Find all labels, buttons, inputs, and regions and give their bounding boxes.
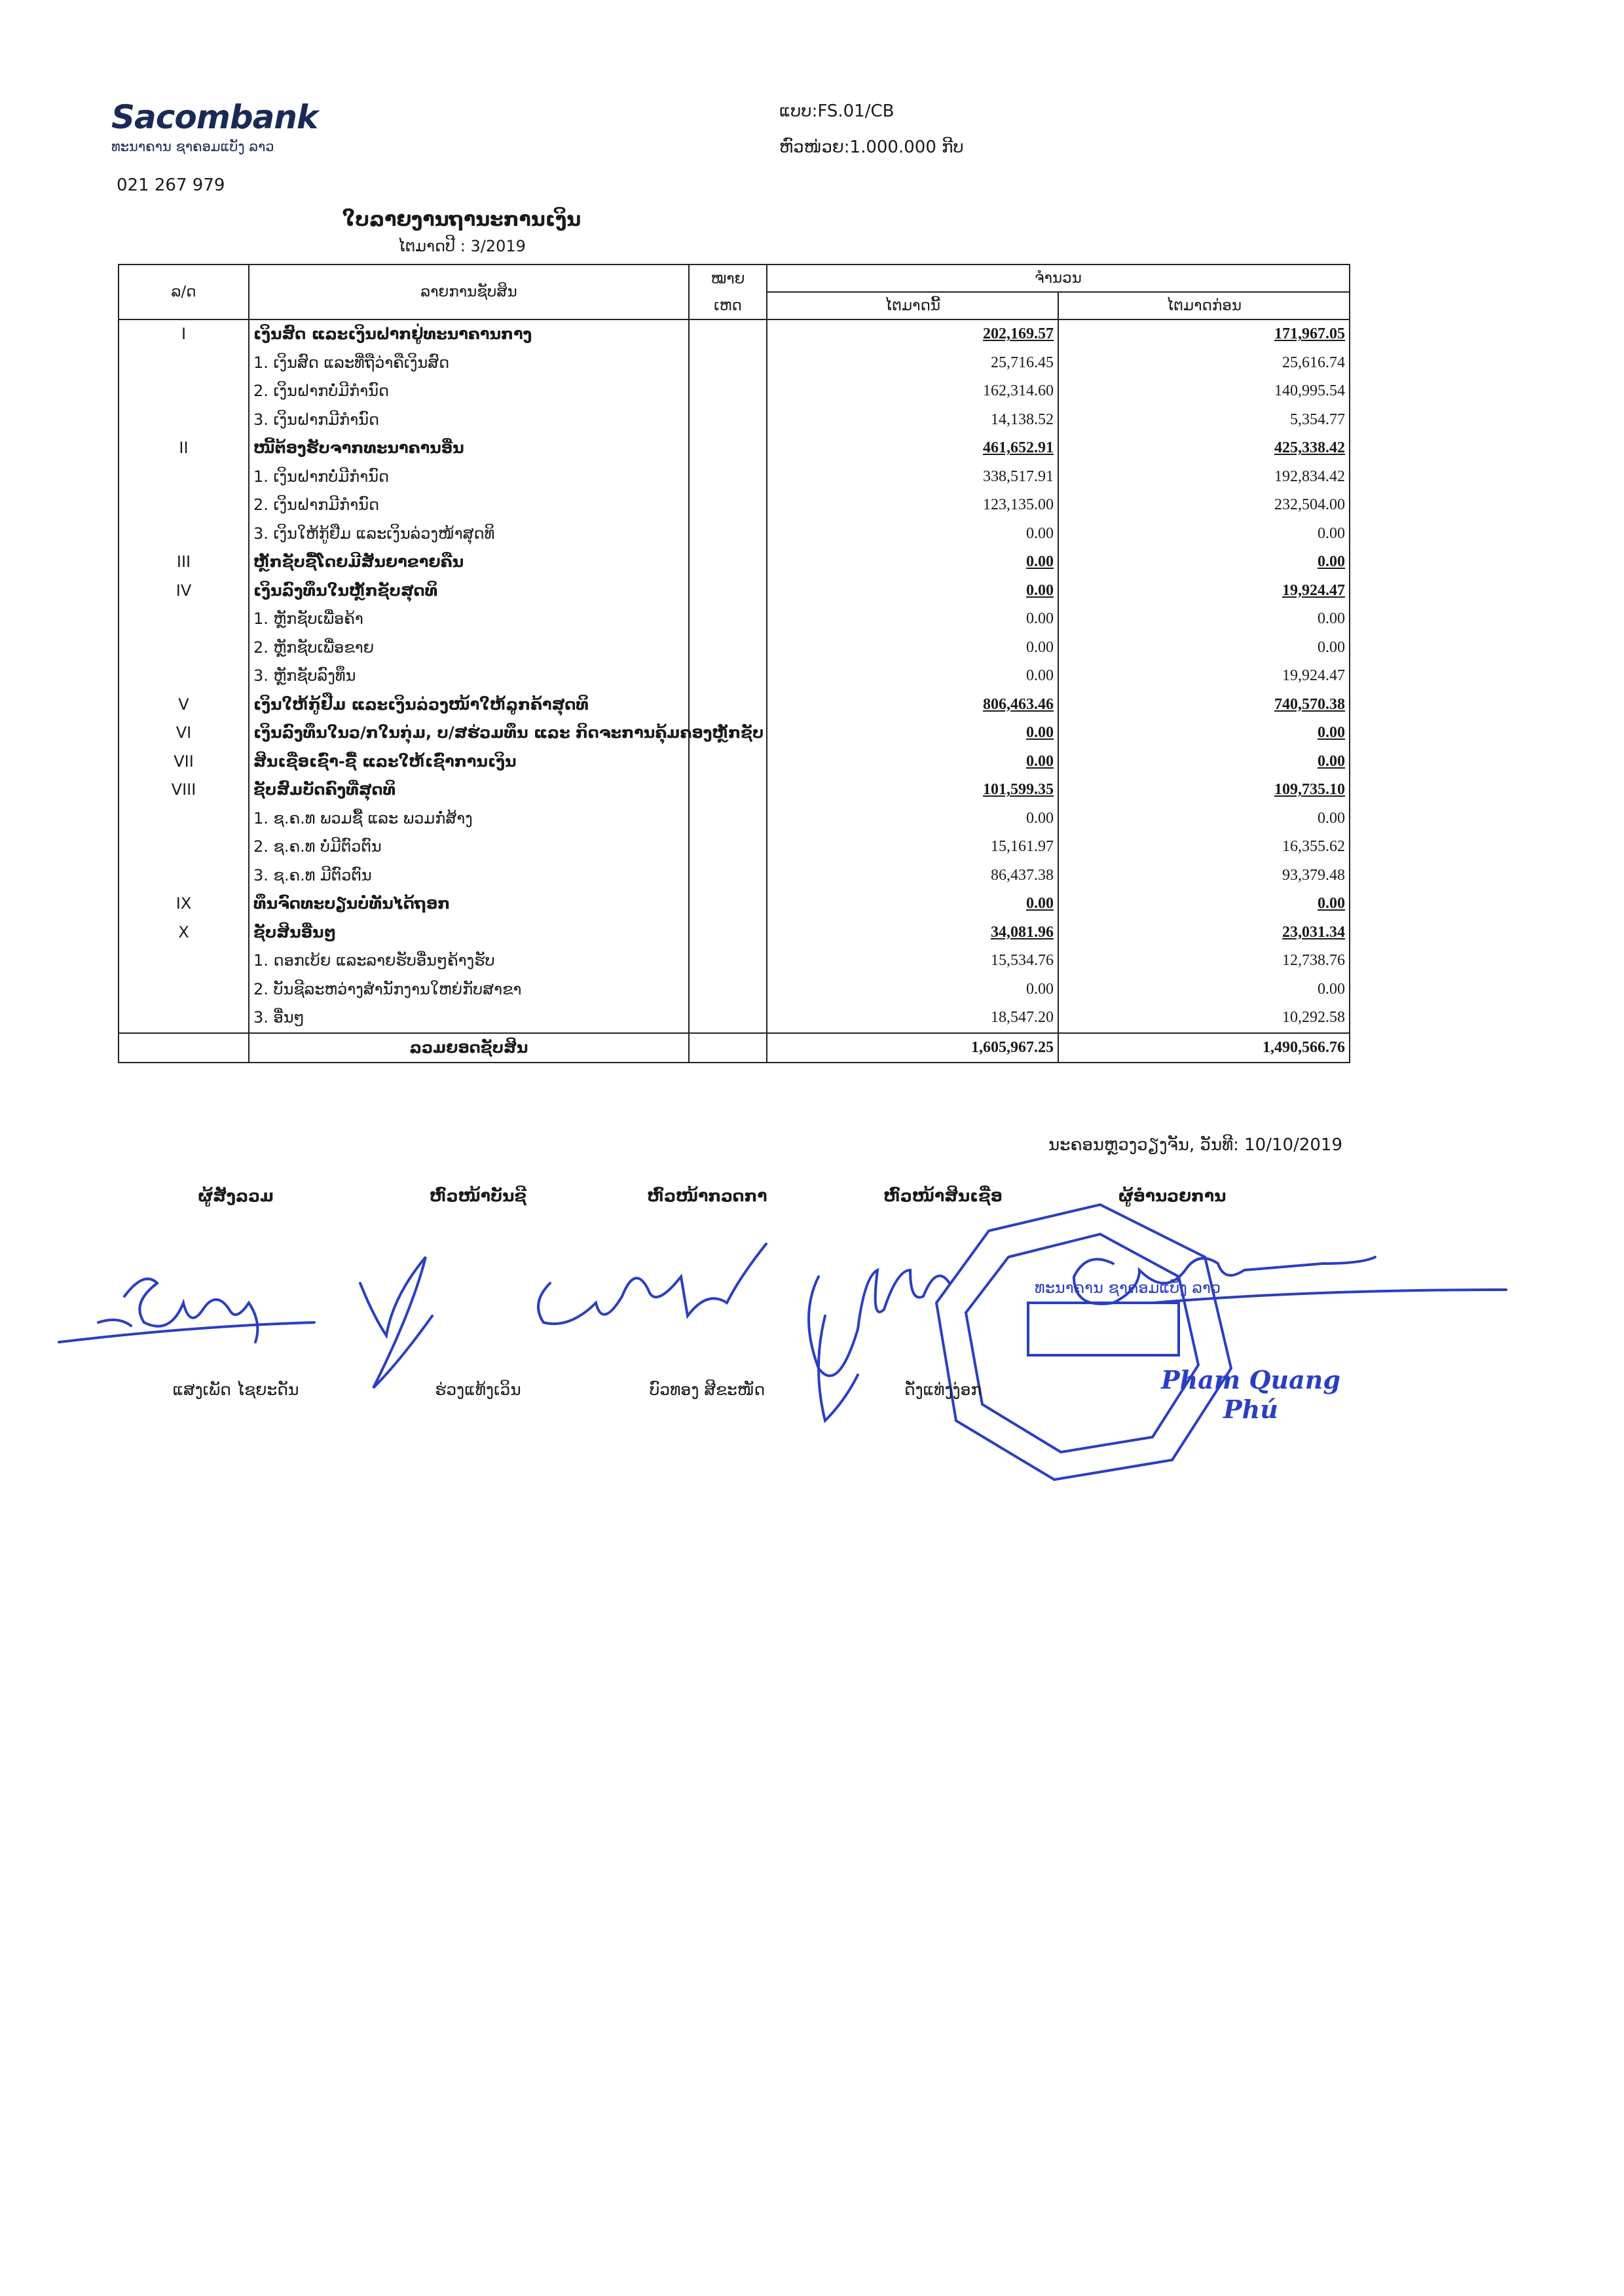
row-previous-amount (1058, 520, 1350, 549)
row-previous-amount (1058, 776, 1350, 805)
table-row (119, 548, 1350, 577)
table-row (119, 776, 1350, 805)
table-row (119, 634, 1350, 663)
total-row (119, 1033, 1350, 1063)
row-current-amount (767, 662, 1058, 691)
row-current-amount (767, 434, 1058, 463)
handwritten-signatures (0, 1211, 1624, 1486)
table-row (119, 975, 1350, 1004)
row-note (689, 662, 767, 691)
row-current-amount (767, 548, 1058, 577)
row-current-amount-value: 0.00 (1026, 524, 1054, 542)
table-row (119, 434, 1350, 463)
table-row (119, 349, 1350, 378)
row-label: 2. ບັນຊີລະຫວ່າງສຳນັກງານໃຫຍ່ກັບສາຂາ (249, 975, 689, 1004)
row-label: ທຶນຈົດທະບຽນບໍ່ທັນໄດ້ຖອກ (249, 890, 689, 919)
table-row (119, 919, 1350, 947)
row-number: IX (119, 890, 249, 919)
table-row (119, 605, 1350, 634)
row-label: ເງິນສົດ ແລະເງິນຝາກຢູ່ທະນາຄານກາງ (249, 319, 689, 349)
row-current-amount (767, 463, 1058, 492)
signatory-title-3: ຫົວໜ້າກວດກາ (647, 1186, 767, 1205)
row-current-amount (767, 862, 1058, 890)
table-row (119, 691, 1350, 720)
table-row (119, 947, 1350, 975)
row-previous-amount-value: 0.00 (1318, 980, 1345, 998)
row-current-amount (767, 890, 1058, 919)
row-previous-amount (1058, 862, 1350, 890)
row-previous-amount-value: 0.00 (1318, 809, 1345, 827)
row-current-amount (767, 805, 1058, 833)
row-number (119, 634, 249, 663)
row-current-amount-value: 15,161.97 (991, 838, 1054, 856)
table-row (119, 805, 1350, 833)
signatory-title-1: ຜູ້ສັງລວມ (198, 1186, 274, 1205)
row-number: V (119, 691, 249, 720)
row-current-amount (767, 719, 1058, 748)
signatory-name-2: ຮ່ວງແທ້ງເວິນ (435, 1380, 521, 1399)
row-current-amount (767, 605, 1058, 634)
row-current-amount-value: 15,534.76 (991, 952, 1054, 970)
row-number (119, 520, 249, 549)
row-number (119, 662, 249, 691)
row-note (689, 577, 767, 606)
row-previous-amount (1058, 634, 1350, 663)
row-previous-amount (1058, 349, 1350, 378)
row-previous-amount-value: 19,924.47 (1282, 667, 1345, 685)
row-current-amount (767, 349, 1058, 378)
row-previous-amount-value: 109,735.10 (1274, 781, 1345, 799)
row-note (689, 349, 767, 378)
row-previous-amount (1058, 577, 1350, 606)
row-previous-amount (1058, 548, 1350, 577)
table-row (119, 748, 1350, 776)
table-row (119, 862, 1350, 890)
place-date: ນະຄອນຫຼວງວຽງຈັນ, ວັນທີ: 10/10/2019 (1048, 1135, 1342, 1155)
row-previous-amount (1058, 748, 1350, 776)
signatory-title-5: ຜູ້ອຳນວຍການ (1118, 1186, 1227, 1205)
row-note (689, 605, 767, 634)
form-code: ແບບ:FS.01/CB (779, 101, 895, 121)
row-previous-amount (1058, 605, 1350, 634)
row-note (689, 975, 767, 1004)
row-current-amount (767, 833, 1058, 862)
header-note-bottom: ເຫດ (689, 292, 767, 319)
row-previous-amount (1058, 406, 1350, 435)
row-current-amount-value: 0.00 (1026, 581, 1054, 599)
signatory-title-2: ຫົວໜ້າບັນຊີ (430, 1186, 526, 1205)
row-current-amount (767, 406, 1058, 435)
company-stamp (930, 1205, 1238, 1480)
row-previous-amount (1058, 919, 1350, 947)
row-current-amount-value: 162,314.60 (983, 382, 1054, 400)
row-previous-amount-value: 10,292.58 (1282, 1009, 1345, 1027)
total-note (689, 1033, 767, 1063)
row-previous-amount (1058, 833, 1350, 862)
row-previous-amount-value: 23,031.34 (1282, 923, 1345, 941)
row-previous-amount-value: 93,379.48 (1282, 866, 1345, 884)
row-note (689, 377, 767, 406)
row-previous-amount-value: 25,616.74 (1282, 354, 1345, 371)
row-current-amount (767, 947, 1058, 975)
row-current-amount (767, 377, 1058, 406)
row-label: 2. ເງິນຝາກບໍ່ມີກຳນົດ (249, 377, 689, 406)
row-previous-amount (1058, 691, 1350, 720)
bank-phone: 021 267 979 (117, 175, 225, 195)
row-current-amount-value: 123,135.00 (983, 496, 1054, 514)
row-previous-amount-value: 16,355.62 (1282, 838, 1345, 856)
row-previous-amount (1058, 947, 1350, 975)
row-current-amount-value: 0.00 (1026, 667, 1054, 685)
row-note (689, 463, 767, 492)
row-note (689, 890, 767, 919)
row-previous-amount-value: 171,967.05 (1274, 325, 1345, 343)
row-current-amount-value: 202,169.57 (983, 325, 1054, 343)
row-number (119, 491, 249, 520)
row-label: 3. ເງິນໃຫ້ກູ້ຢືມ ແລະເງິນລ່ວງໜ້າສຸດທິ (249, 520, 689, 549)
table-row (119, 406, 1350, 435)
row-label: 1. ເງິນຝາກບໍ່ມີກຳນົດ (249, 463, 689, 492)
signatory-name-5: Pham Quang Phú (1161, 1365, 1340, 1424)
table-row (119, 719, 1350, 748)
header-current: ໄຕມາດນີ້ (767, 292, 1058, 319)
row-previous-amount-value: 0.00 (1318, 553, 1345, 571)
row-label: ສິນເຊື່ອເຊົ່າ-ຊື້ ແລະໃຫ້ເຊົ່າການເງິນ (249, 748, 689, 776)
row-number (119, 377, 249, 406)
row-label: 3. ອື່ນໆ (249, 1004, 689, 1033)
row-number: II (119, 434, 249, 463)
total-current: 1,605,967.25 (767, 1033, 1058, 1063)
signatory-name-3: ບົວທອງ ສີຂະໜັດ (649, 1380, 766, 1399)
row-current-amount-value: 461,652.91 (983, 439, 1054, 457)
row-current-amount-value: 0.00 (1026, 895, 1054, 913)
table-body (119, 319, 1350, 1033)
table-row (119, 833, 1350, 862)
row-current-amount-value: 338,517.91 (983, 467, 1054, 485)
row-note (689, 748, 767, 776)
row-previous-amount (1058, 434, 1350, 463)
stamp-text: ທະນາຄານ ຊາຄອມແບັງ ລາວ (1035, 1279, 1221, 1297)
row-previous-amount (1058, 491, 1350, 520)
row-current-amount-value: 34,081.96 (991, 923, 1054, 941)
row-note (689, 919, 767, 947)
row-previous-amount (1058, 1004, 1350, 1033)
row-previous-amount-value: 192,834.42 (1274, 467, 1345, 485)
row-note (689, 1004, 767, 1033)
row-previous-amount-value: 0.00 (1318, 524, 1345, 542)
row-number: X (119, 919, 249, 947)
signatory-name-1: ແສງເພັດ ໄຊຍະດັນ (172, 1380, 299, 1399)
row-previous-amount (1058, 377, 1350, 406)
row-current-amount-value: 0.00 (1026, 610, 1054, 628)
row-label: 3. ຫຼັກຊັບລົງທຶນ (249, 662, 689, 691)
row-label: ໜີ້ຕ້ອງຮັບຈາກທະນາຄານອື່ນ (249, 434, 689, 463)
row-note (689, 406, 767, 435)
row-note (689, 691, 767, 720)
row-label: 2. ຫຼັກຊັບເພື່ອຂາຍ (249, 634, 689, 663)
row-note (689, 520, 767, 549)
table-row (119, 890, 1350, 919)
row-number (119, 975, 249, 1004)
table-row (119, 377, 1350, 406)
row-note (689, 776, 767, 805)
row-previous-amount (1058, 719, 1350, 748)
row-current-amount-value: 0.00 (1026, 724, 1054, 741)
row-note (689, 434, 767, 463)
row-current-amount (767, 975, 1058, 1004)
table-row (119, 1004, 1350, 1033)
row-label: 1. ເງິນສົດ ແລະທີ່ຖືວ່າຄືເງິນສົດ (249, 349, 689, 378)
row-label: 1. ຊ.ຄ.ທ ພວມຊື້ ແລະ ພວມກໍ່ສ້າງ (249, 805, 689, 833)
row-number: I (119, 319, 249, 349)
row-current-amount-value: 101,599.35 (983, 781, 1054, 799)
row-previous-amount-value: 0.00 (1318, 895, 1345, 913)
row-current-amount-value: 25,716.45 (991, 354, 1054, 371)
row-note (689, 548, 767, 577)
row-label: ເງິນລົງທຶນໃນຫຼັກຊັບສຸດທິ (249, 577, 689, 606)
bank-logo: Sacombank (111, 98, 318, 136)
header-note-top: ໝາຍ (689, 264, 767, 292)
row-current-amount (767, 634, 1058, 663)
row-note (689, 491, 767, 520)
row-number (119, 349, 249, 378)
table-row (119, 319, 1350, 349)
row-note (689, 634, 767, 663)
row-label: ຫຼັກຊັບຊື້ໂດຍມີສັນຍາຂາຍຄືນ (249, 548, 689, 577)
header-previous: ໄຕມາດກ່ອນ (1058, 292, 1350, 319)
header-amount: ຈຳນວນ (767, 264, 1350, 292)
row-previous-amount (1058, 805, 1350, 833)
document-title: ໃບລາຍງານຖານະການເງິນ (342, 208, 581, 231)
row-current-amount-value: 806,463.46 (983, 695, 1054, 713)
bank-subtitle: ທະນາຄານ ຊາຄອມແບັງ ລາວ (111, 139, 274, 155)
row-number (119, 862, 249, 890)
row-label: 3. ຊ.ຄ.ທ ມີຕົວຕົນ (249, 862, 689, 890)
row-note (689, 319, 767, 349)
total-no (119, 1033, 249, 1063)
header-no: ລ/ດ (119, 264, 249, 319)
row-current-amount (767, 577, 1058, 606)
row-current-amount (767, 520, 1058, 549)
signatory-name-4: ດັ່ງແທ່ງງ່ອກ (904, 1380, 982, 1399)
row-number (119, 1004, 249, 1033)
row-previous-amount (1058, 319, 1350, 349)
row-current-amount-value: 18,547.20 (991, 1009, 1054, 1027)
row-current-amount (767, 776, 1058, 805)
row-note (689, 947, 767, 975)
row-previous-amount (1058, 463, 1350, 492)
row-current-amount (767, 748, 1058, 776)
row-label: ເງິນລົງທຶນໃນວ/ກໃນກຸ່ມ, ບ/ສຮ່ວມທຶນ ແລະ ກິດຈະການຄຸ້ມຄອງຫຼັກຊັບ (249, 719, 689, 748)
row-note (689, 862, 767, 890)
table-row (119, 662, 1350, 691)
row-previous-amount-value: 12,738.76 (1282, 952, 1345, 970)
row-label: ຊັບສິນອື່ນໆ (249, 919, 689, 947)
signatory-title-4: ຫົວໜ້າສິນເຊື່ອ (883, 1186, 1003, 1205)
row-previous-amount-value: 0.00 (1318, 638, 1345, 656)
row-current-amount-value: 0.00 (1026, 553, 1054, 571)
table-row (119, 520, 1350, 549)
row-current-amount (767, 319, 1058, 349)
row-number (119, 947, 249, 975)
row-label: 1. ດອກເບ້ຍ ແລະລາຍຮັບອື່ນໆຄ້າງຮັບ (249, 947, 689, 975)
row-number: VI (119, 719, 249, 748)
row-previous-amount-value: 0.00 (1318, 752, 1345, 770)
row-number (119, 833, 249, 862)
table-row (119, 463, 1350, 492)
row-previous-amount (1058, 662, 1350, 691)
row-number (119, 805, 249, 833)
row-current-amount (767, 1004, 1058, 1033)
row-number: III (119, 548, 249, 577)
row-previous-amount-value: 0.00 (1318, 724, 1345, 741)
row-current-amount-value: 0.00 (1026, 638, 1054, 656)
row-label: ຊັບສົມບັດຄົງທີ່ສຸດທິ (249, 776, 689, 805)
row-number: IV (119, 577, 249, 606)
currency-unit: ຫົວໜ່ວຍ:1.000.000 ກີບ (779, 137, 964, 157)
row-current-amount-value: 0.00 (1026, 809, 1054, 827)
row-current-amount-value: 14,138.52 (991, 410, 1054, 428)
total-previous: 1,490,566.76 (1058, 1033, 1350, 1063)
row-current-amount (767, 691, 1058, 720)
row-label: 2. ຊ.ຄ.ທ ບໍ່ມີຕົວຕົນ (249, 833, 689, 862)
row-label: ເງິນໃຫ້ກູ້ຢືມ ແລະເງິນລ່ວງໜ້າໃຫ້ລູກຄ້າສຸດທິ (249, 691, 689, 720)
row-label: 3. ເງິນຝາກມີກຳນົດ (249, 406, 689, 435)
balance-sheet-table (118, 264, 1350, 1063)
row-number (119, 406, 249, 435)
row-number (119, 463, 249, 492)
row-previous-amount (1058, 975, 1350, 1004)
row-previous-amount-value: 425,338.42 (1274, 439, 1345, 457)
row-previous-amount-value: 232,504.00 (1274, 496, 1345, 514)
row-note (689, 805, 767, 833)
header-item: ລາຍການຊັບສິນ (249, 264, 689, 319)
row-number (119, 605, 249, 634)
table-row (119, 577, 1350, 606)
row-previous-amount-value: 740,570.38 (1274, 695, 1345, 713)
row-current-amount-value: 86,437.38 (991, 866, 1054, 884)
table-row (119, 491, 1350, 520)
document-period: ໄຕມາດປີ : 3/2019 (397, 237, 526, 255)
row-current-amount (767, 491, 1058, 520)
row-note (689, 833, 767, 862)
row-label: 2. ເງິນຝາກມີກຳນົດ (249, 491, 689, 520)
row-current-amount-value: 0.00 (1026, 980, 1054, 998)
row-number: VII (119, 748, 249, 776)
row-current-amount (767, 919, 1058, 947)
total-label: ລວມຍອດຊັບສິນ (249, 1033, 689, 1063)
row-previous-amount (1058, 890, 1350, 919)
row-previous-amount-value: 19,924.47 (1282, 581, 1345, 599)
row-previous-amount-value: 5,354.77 (1290, 410, 1345, 428)
row-previous-amount-value: 140,995.54 (1274, 382, 1345, 400)
row-number: VIII (119, 776, 249, 805)
row-previous-amount-value: 0.00 (1318, 610, 1345, 628)
row-current-amount-value: 0.00 (1026, 752, 1054, 770)
row-label: 1. ຫຼັກຊັບເພື່ອຄ້າ (249, 605, 689, 634)
